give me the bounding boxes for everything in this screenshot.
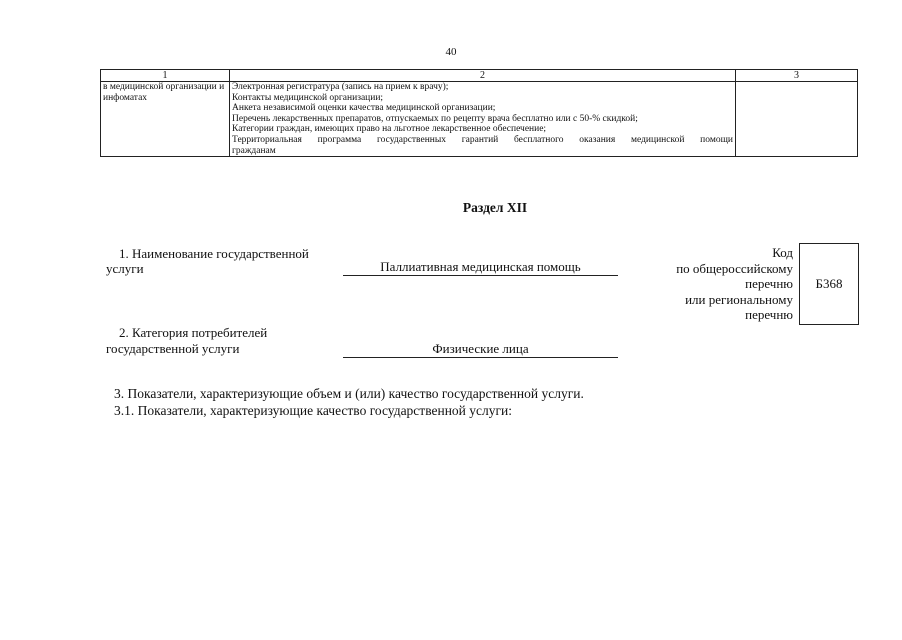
page-number: 40 — [445, 46, 457, 58]
service-name-label-cont: услуги — [106, 261, 144, 276]
code-box: Б368 — [799, 243, 859, 325]
service-name-label: 1. Наименование государственной — [119, 246, 309, 261]
info-table — [100, 69, 858, 157]
code-label-line: или региональному — [685, 291, 793, 307]
content-line: Территориальная программа государственных гарантий бесплатного оказания медицинской помощи — [232, 134, 733, 145]
section-title: Раздел XII — [462, 200, 528, 215]
category-label: 2. Категория потребителей — [119, 325, 268, 340]
content-line: Анкета независимой оценки качества медицинской организации; — [232, 103, 496, 114]
code-label-line: перечню — [745, 307, 793, 322]
content-line: Контакты медицинской организации; — [232, 92, 384, 103]
content-line: Категории граждан, имеющих право на льготное лекарственное обеспечение; — [232, 124, 547, 135]
category-label-cont: государственной услуги — [106, 341, 240, 356]
quality-indicators-heading: 3.1. Показатели, характеризующие качество государственной услуги: — [114, 403, 513, 418]
category-value: Физические лица — [343, 341, 618, 358]
content-line: Перечень лекарственных препаратов, отпускаемых по рецепту врача бесплатно или с 50-% скидкой; — [232, 113, 638, 124]
table-header-row — [101, 70, 858, 82]
code-label — [640, 245, 793, 323]
table-cell-empty — [736, 82, 858, 157]
service-name-value: Паллиативная медицинская помощь — [343, 259, 618, 276]
table-header-cell: 3 — [736, 70, 858, 82]
table-cell-placement: в медицинской организации и инфоматах — [101, 82, 230, 157]
code-label-line: Код — [772, 245, 793, 260]
table-row — [101, 82, 858, 157]
table-header-cell: 1 — [101, 70, 230, 82]
table-header-cell: 2 — [230, 70, 736, 82]
table-cell-content — [230, 82, 736, 157]
code-label-line: перечню — [745, 276, 793, 291]
content-line: Электронная регистратура (запись на прием к врачу); — [232, 82, 449, 92]
code-label-line: по общероссийскому — [676, 260, 793, 276]
content-line: гражданам — [232, 145, 276, 156]
indicators-heading: 3. Показатели, характеризующие объем и (или) качество государственной услуги. — [114, 386, 584, 401]
